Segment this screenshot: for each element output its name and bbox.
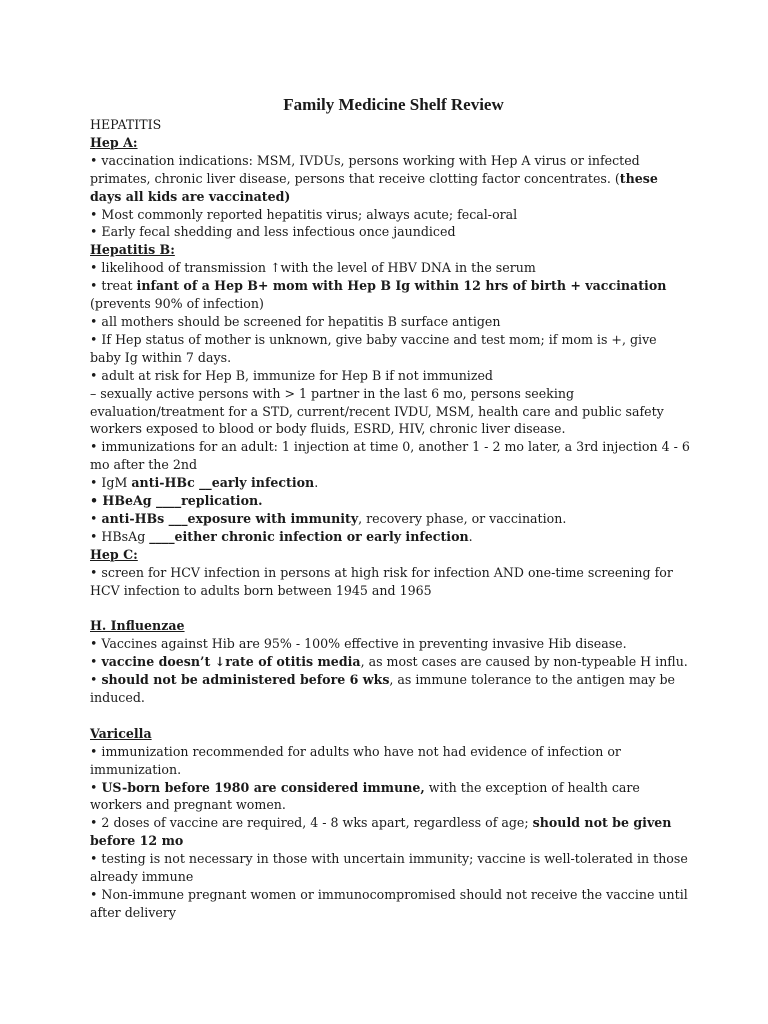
h-influenzae-bullet-3 [90,671,690,707]
heading-hep-c: Hep C: [90,546,138,562]
bold-run: anti-HBc __early infection [131,475,315,491]
hep-b-bullet-9 [90,510,690,528]
hep-b-bullet-6: • immunizations for an adult: 1 injection at time 0, another 1 - 2 mo later, a 3rd injection 4 - 6 mo after the 2nd [90,439,690,473]
section-label-hepatitis: HEPATITIS [90,117,162,132]
bold-run: vaccine doesn’t ↓rate of otitis media [101,654,361,670]
bold-run: infant of a Hep B+ mom with Hep B Ig within 12 hrs of birth + vaccination [136,278,667,294]
hep-b-bullet-5: • adult at risk for Hep B, immunize for Hep B if not immunized [90,367,493,383]
text-run: . [314,475,319,491]
h-influenzae-bullet-1: • Vaccines against Hib are 95% - 100% effective in preventing invasive Hib disease. [90,636,627,652]
hep-b-bullet-8 [90,492,690,510]
text-run: • [90,654,102,670]
varicella-bullet-3 [90,814,690,850]
heading-hepatitis-b: Hepatitis B: [90,242,175,258]
text-run: , recovery phase, or vaccination. [358,510,567,526]
varicella-bullet-4: • testing is not necessary in those with uncertain immunity; vaccine is well-tolerated in those already immune [90,851,688,885]
hep-a-bullet-2: • Most commonly reported hepatitis virus; always acute; fecal-oral [90,206,518,222]
text-run: • [90,672,102,688]
bold-run: these days all kids are vaccinated) [90,170,658,204]
text-run: , as most cases are caused by non-typeable H influ. [360,654,688,670]
hep-a-bullet-1 [90,152,690,206]
hep-b-bullet-3: • all mothers should be screened for hepatitis B surface antigen [90,313,501,329]
text-run: • treat [90,278,137,294]
text-run: • HBsAg [90,528,150,544]
text-run: with the exception of health care workers and pregnant women. [90,779,640,813]
hep-b-bullet-2 [90,277,690,313]
bold-run: US-born before 1980 are considered immune, [101,779,425,795]
hep-b-bullet-10 [90,528,690,546]
text-run: • vaccination indications: MSM, IVDUs, persons working with Hep A virus or infected primates, chronic liver disease, persons that receive clotting factor concentrates. ( [90,152,640,186]
hep-a-bullet-3: • Early fecal shedding and less infectious once jaundiced [90,224,456,240]
bold-run: should not be administered before 6 wks [101,672,390,688]
h-influenzae-bullet-2 [90,653,690,671]
heading-varicella: Varicella [90,725,152,741]
bold-run: should not be given before 12 mo [90,815,672,849]
bold-run: • HBeAg ____replication. [90,493,263,509]
section-spacer [90,707,690,725]
hep-b-bullet-1: • likelihood of transmission ↑with the level of HBV DNA in the serum [90,260,536,276]
hep-b-bullet-7 [90,474,690,492]
bold-run: ____either chronic infection or early infection [149,528,469,544]
varicella-bullet-1: • immunization recommended for adults who have not had evidence of infection or immunization. [90,743,621,777]
text-run: • 2 doses of vaccine are required, 4 - 8 wks apart, regardless of age; [90,815,533,831]
varicella-bullet-5: • Non-immune pregnant women or immunocompromised should not receive the vaccine until after delivery [90,886,688,920]
bold-run: anti-HBs ___exposure with immunity [101,510,359,526]
document-page [90,94,690,922]
text-run: (prevents 90% of infection) [90,296,264,312]
text-run: . [468,528,473,544]
text-run: • [90,510,102,526]
text-run: • [90,779,102,795]
heading-hep-a: Hep A: [90,134,138,150]
section-spacer [90,599,690,617]
text-run: , as immune tolerance to the antigen may be induced. [90,672,675,705]
hep-c-bullet-1: • screen for HCV infection in persons at high risk for infection AND one-time screening for HCV infection to adults born between 1945 and 1965 [90,564,673,598]
page-title: Family Medicine Shelf Review [283,95,504,114]
heading-h-influenzae: H. Influenzae [90,618,185,634]
hep-b-bullet-4: • If Hep status of mother is unknown, give baby vaccine and test mom; if mom is +, give baby Ig within 7 days. [90,331,657,365]
text-run: • IgM [90,475,132,491]
hep-b-bullet-5-sub: – sexually active persons with > 1 partner in the last 6 mo, persons seeking evaluation/treatment for a STD, current/recent IVDU, MSM, health care and public safety workers exposed to blood or body fluids, ESRD, HIV, chronic liver disease. [90,385,664,437]
varicella-bullet-2 [90,779,690,815]
